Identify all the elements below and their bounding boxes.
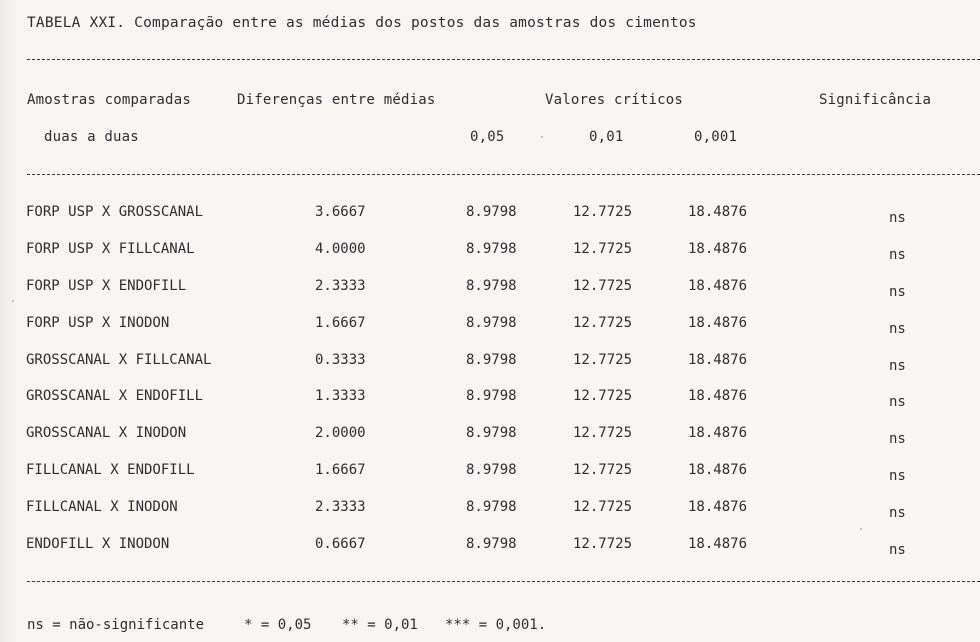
table-body (0, 204, 980, 573)
table-row (0, 388, 980, 425)
row-significance: ns (889, 283, 906, 300)
row-pair: GROSSCANAL X ENDOFILL (26, 388, 204, 405)
footnote-two-asterisks: ** = 0,01 (342, 617, 418, 633)
footnote-three-asterisks: *** = 0,001. (445, 617, 547, 633)
table-row (0, 425, 980, 462)
row-critical-0001: 18.4876 (688, 351, 748, 368)
row-pair: FILLCANAL X ENDOFILL (26, 462, 195, 479)
header-significancia: Significância (819, 92, 932, 108)
row-pair: ENDOFILL X INODON (26, 536, 170, 553)
header-critical-001: 0,01 (589, 129, 624, 145)
row-difference: 1.6667 (315, 462, 366, 479)
row-critical-005: 8.9798 (466, 425, 517, 442)
row-difference: 1.3333 (315, 388, 366, 405)
row-critical-0001: 18.4876 (688, 204, 748, 220)
scan-speck (541, 136, 543, 138)
row-difference: 4.0000 (315, 240, 366, 257)
row-critical-001: 12.7725 (573, 204, 633, 220)
row-significance: ns (889, 210, 906, 226)
row-significance: ns (889, 246, 906, 263)
footnote-one-asterisk: * = 0,05 (244, 617, 312, 633)
row-critical-005: 8.9798 (466, 314, 517, 331)
row-pair: FORP USP X FILLCANAL (26, 240, 195, 257)
row-critical-005: 8.9798 (466, 351, 517, 368)
table-title: TABELA XXI. Comparação entre as médias dos postos das amostras dos cimentos (27, 15, 697, 31)
row-pair: FORP USP X ENDOFILL (26, 277, 187, 294)
scan-speck (12, 300, 14, 302)
row-critical-0001: 18.4876 (688, 240, 748, 257)
row-significance: ns (889, 320, 906, 337)
scan-speck (860, 528, 862, 530)
dashed-rule-top (27, 59, 980, 60)
dashed-rule-header (27, 174, 980, 175)
row-significance: ns (889, 357, 906, 374)
table-row (0, 241, 980, 278)
row-significance: ns (889, 542, 906, 559)
table-row (0, 499, 980, 536)
row-critical-001: 12.7725 (573, 499, 633, 516)
row-difference: 2.3333 (315, 499, 366, 516)
row-significance: ns (889, 394, 906, 411)
row-critical-005: 8.9798 (466, 462, 517, 479)
header-amostras: Amostras comparadas (27, 92, 191, 108)
table-row (0, 204, 980, 241)
row-significance: ns (889, 505, 906, 522)
row-critical-005: 8.9798 (466, 277, 517, 294)
row-critical-0001: 18.4876 (688, 388, 748, 405)
row-critical-005: 8.9798 (466, 388, 517, 405)
row-critical-0001: 18.4876 (688, 314, 748, 331)
row-difference: 1.6667 (315, 314, 366, 331)
row-difference: 2.3333 (315, 277, 366, 294)
row-difference: 0.6667 (315, 536, 366, 553)
header-critical-005: 0,05 (470, 129, 505, 145)
row-critical-001: 12.7725 (573, 425, 633, 442)
row-pair: GROSSCANAL X INODON (26, 425, 187, 442)
header-diferencas: Diferenças entre médias (237, 92, 436, 108)
dashed-rule-bottom (27, 581, 980, 582)
row-critical-005: 8.9798 (466, 499, 517, 516)
row-critical-001: 12.7725 (573, 240, 633, 257)
row-critical-005: 8.9798 (466, 204, 517, 220)
header-duas-a-duas: duas a duas (44, 129, 139, 145)
table-row (0, 315, 980, 352)
row-critical-001: 12.7725 (573, 314, 633, 331)
row-difference: 3.6667 (315, 204, 366, 220)
table-row (0, 352, 980, 389)
row-pair: FORP USP X GROSSCANAL (26, 204, 204, 220)
row-significance: ns (889, 431, 906, 448)
row-critical-0001: 18.4876 (688, 536, 748, 553)
row-critical-005: 8.9798 (466, 536, 517, 553)
header-valores-criticos: Valores críticos (545, 92, 684, 108)
table-row (0, 278, 980, 315)
row-critical-0001: 18.4876 (688, 462, 748, 479)
table-row (0, 462, 980, 499)
row-critical-001: 12.7725 (573, 351, 633, 368)
row-critical-001: 12.7725 (573, 277, 633, 294)
row-critical-005: 8.9798 (466, 240, 517, 257)
row-pair: GROSSCANAL X FILLCANAL (26, 351, 212, 368)
row-critical-001: 12.7725 (573, 462, 633, 479)
row-significance: ns (889, 468, 906, 485)
row-pair: FILLCANAL X INODON (26, 499, 178, 516)
row-critical-0001: 18.4876 (688, 499, 748, 516)
row-critical-0001: 18.4876 (688, 277, 748, 294)
row-difference: 0.3333 (315, 351, 366, 368)
row-pair: FORP USP X INODON (26, 314, 170, 331)
row-critical-001: 12.7725 (573, 388, 633, 405)
row-critical-0001: 18.4876 (688, 425, 748, 442)
footnote-ns: ns = não-significante (27, 617, 205, 633)
table-row (0, 536, 980, 573)
row-critical-001: 12.7725 (573, 536, 633, 553)
header-critical-0001: 0,001 (694, 129, 738, 145)
row-difference: 2.0000 (315, 425, 366, 442)
